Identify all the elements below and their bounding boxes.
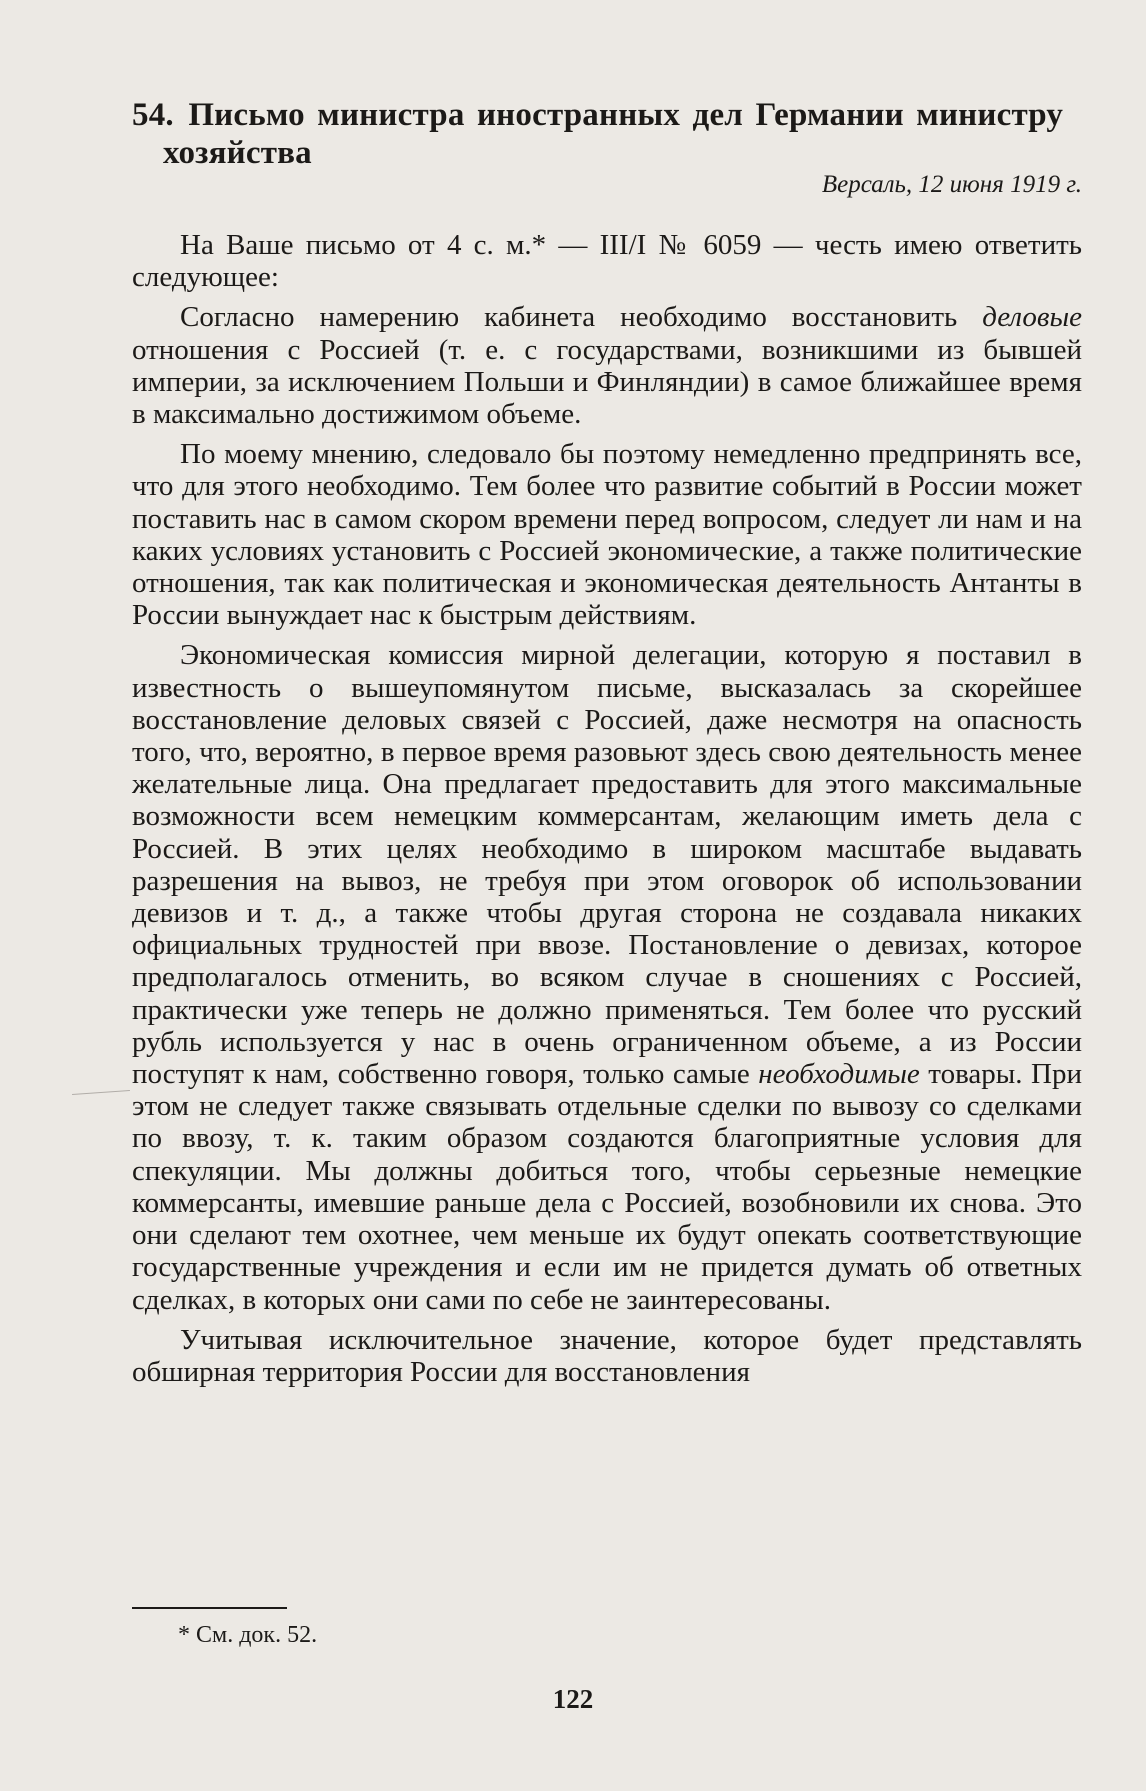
paragraph-2 — [132, 301, 1082, 430]
paragraph-3: По моему мнению, следовало бы поэтому немедленно предпринять все, что для этого необходимо. Тем более что развитие событий в России может поставить нас в самом скором времени перед вопросом, следует ли нам и на каких условиях установить с Россией экономические, а также политические отношения, так как политическая и экономическая деятельность Антанты в России вынуждает нас к быстрым действиям. — [132, 438, 1082, 632]
paragraph-2-pre: Согласно намерению кабинета необходимо восстановить — [180, 301, 983, 334]
document-body — [132, 229, 1082, 1396]
paragraph-2-post: отношения с Россией (т. е. с государствами, возникшими из бывшей империи, за исключением Польши и Финляндии) в самое ближайшее время в максимально достижимом объеме. — [132, 333, 1082, 431]
paragraph-4 — [132, 639, 1082, 1315]
dateline: Версаль, 12 июня 1919 г. — [821, 171, 1082, 198]
margin-mark — [72, 1090, 130, 1095]
paragraph-1: На Ваше письмо от 4 с. м.* — III/I № 6059 — честь имею ответить следующее: — [132, 229, 1082, 294]
paragraph-2-italic: деловые — [982, 301, 1082, 334]
paragraph-4-post: товары. При этом не следует также связывать отдельные сделки по вывозу со сделками по ввозу, т. к. таким образом создаются благоприятные условия для спекуляции. Мы должны добиться того, чтобы серьезные немецкие коммерсанты, имевшие раньше дела с Россией, возобновили их снова. Это они сделают тем охотнее, чем меньше их будут опекать соответствующие государственные учреждения и если им не придется думать об ответных сделках, в которых они сами по себе не заинтересованы. — [132, 1058, 1083, 1316]
document-number: 54. — [132, 97, 174, 133]
document-heading — [132, 96, 1082, 172]
footnote: * См. док. 52. — [178, 1622, 318, 1648]
paragraph-4-italic: необходимые — [758, 1058, 920, 1091]
paragraph-5: Учитывая исключительное значение, которое будет представлять обширная территория России для восстановления — [132, 1323, 1082, 1388]
heading-title-line2: хозяйства — [163, 135, 312, 171]
page-number: 122 — [552, 1684, 594, 1714]
paragraph-4-pre: Экономическая комиссия мирной делегации, которую я поставил в известность о вышеупомянутом письме, высказалась за скорейшее восстановление деловых связей с Россией, даже несмотря на опасность того, что, вероятно, в первое время разовьют здесь свою деятельность менее желательные лица. Она предлагает предоставить для этого максимальные возможности всем немецким коммерсантам, желающим иметь дела с Россией. В этих целях необходимо в широком масштабе выдавать разрешения на вывоз, не требуя при этом оговорок об использовании девизов и т. д., а также чтобы другая сторона не создавала никаких официальных трудностей при ввозе. Постановление о девизах, которое предполагалось отменить, во всяком случае в сношениях с Россией, практически уже теперь не должно применяться. Тем более что русский рубль используется у нас в очень ограниченном объеме, а из России поступят к нам, собственно говоря, только самые — [132, 639, 1082, 1091]
heading-title-line1: Письмо министра иностранных дел Германии министру — [188, 97, 1064, 133]
footnote-divider — [132, 1607, 287, 1609]
